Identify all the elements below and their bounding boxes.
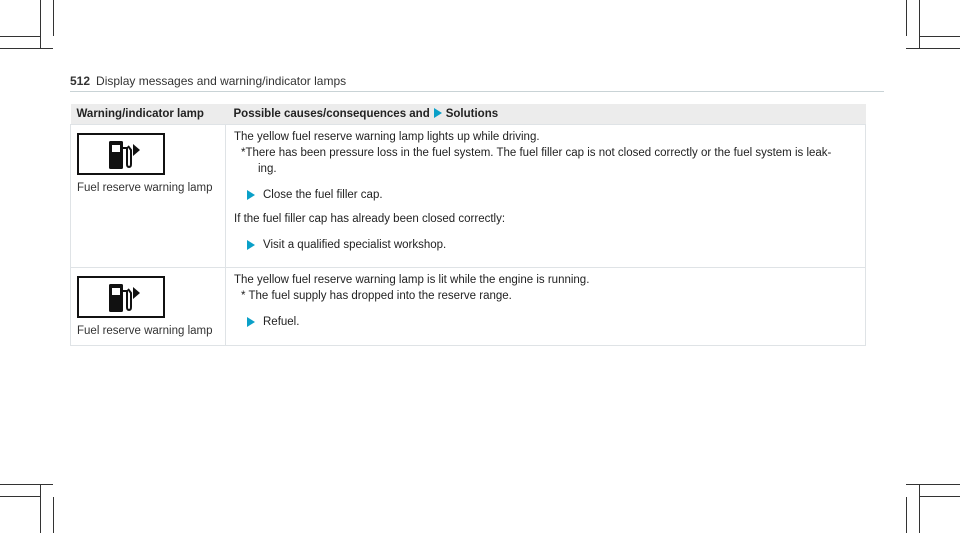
crop-mark bbox=[0, 48, 53, 49]
warning-lamp-table bbox=[70, 104, 866, 346]
solution-step bbox=[247, 314, 857, 330]
note-text: *There has been pressure loss in the fuel system. The fuel filler cap is not closed correctly or the fuel system is leak- bbox=[241, 147, 832, 159]
header-divider bbox=[70, 91, 884, 92]
lamp-cell bbox=[71, 125, 226, 268]
crop-mark bbox=[0, 36, 40, 37]
crop-mark bbox=[40, 0, 41, 48]
cause-text: The yellow fuel reserve warning lamp lights up while driving. bbox=[234, 131, 540, 143]
crop-mark bbox=[906, 484, 960, 485]
crop-mark bbox=[906, 48, 960, 49]
step-text: Refuel. bbox=[263, 316, 300, 328]
crop-mark bbox=[40, 485, 41, 533]
arrow-right-icon bbox=[247, 190, 255, 200]
note-text-continued: ing. bbox=[258, 163, 277, 175]
crop-mark bbox=[53, 0, 54, 36]
table-row bbox=[71, 268, 866, 346]
column-header-lamp: Warning/indicator lamp bbox=[71, 104, 226, 125]
header-solutions-label: Solutions bbox=[445, 108, 499, 120]
crop-mark bbox=[920, 496, 960, 497]
crop-mark bbox=[906, 0, 907, 36]
cause-text: The yellow fuel reserve warning lamp is lit while the engine is running. bbox=[234, 274, 590, 286]
lamp-label: Fuel reserve warning lamp bbox=[77, 325, 213, 337]
lamp-cell bbox=[71, 268, 226, 346]
solution-step bbox=[247, 187, 857, 203]
crop-mark bbox=[53, 497, 54, 533]
crop-mark bbox=[0, 484, 53, 485]
lamp-label: Fuel reserve warning lamp bbox=[77, 182, 213, 194]
running-header bbox=[70, 74, 884, 88]
crop-mark bbox=[920, 36, 960, 37]
fuel-pump-icon bbox=[77, 276, 165, 318]
condition-text: If the fuel filler cap has already been closed correctly: bbox=[234, 213, 506, 225]
arrow-right-icon bbox=[434, 108, 442, 118]
step-text: Close the fuel filler cap. bbox=[263, 189, 383, 201]
table-header-row bbox=[71, 104, 866, 125]
section-title: Display messages and warning/indicator lamps bbox=[96, 74, 347, 88]
crop-mark bbox=[919, 485, 920, 533]
fuel-pump-icon bbox=[77, 133, 165, 175]
arrow-right-icon bbox=[247, 317, 255, 327]
crop-mark bbox=[919, 0, 920, 48]
header-causes-label: Possible causes/consequences and bbox=[233, 108, 430, 120]
crop-mark bbox=[906, 497, 907, 533]
arrow-right-icon bbox=[247, 240, 255, 250]
step-text: Visit a qualified specialist workshop. bbox=[263, 239, 447, 251]
solution-step bbox=[247, 237, 857, 253]
crop-mark bbox=[0, 496, 40, 497]
page-number: 512 bbox=[70, 74, 91, 88]
solutions-cell bbox=[226, 268, 866, 346]
column-header-solutions bbox=[226, 104, 866, 125]
table-row bbox=[71, 125, 866, 268]
note-text: * The fuel supply has dropped into the reserve range. bbox=[241, 290, 512, 302]
solutions-cell bbox=[226, 125, 866, 268]
